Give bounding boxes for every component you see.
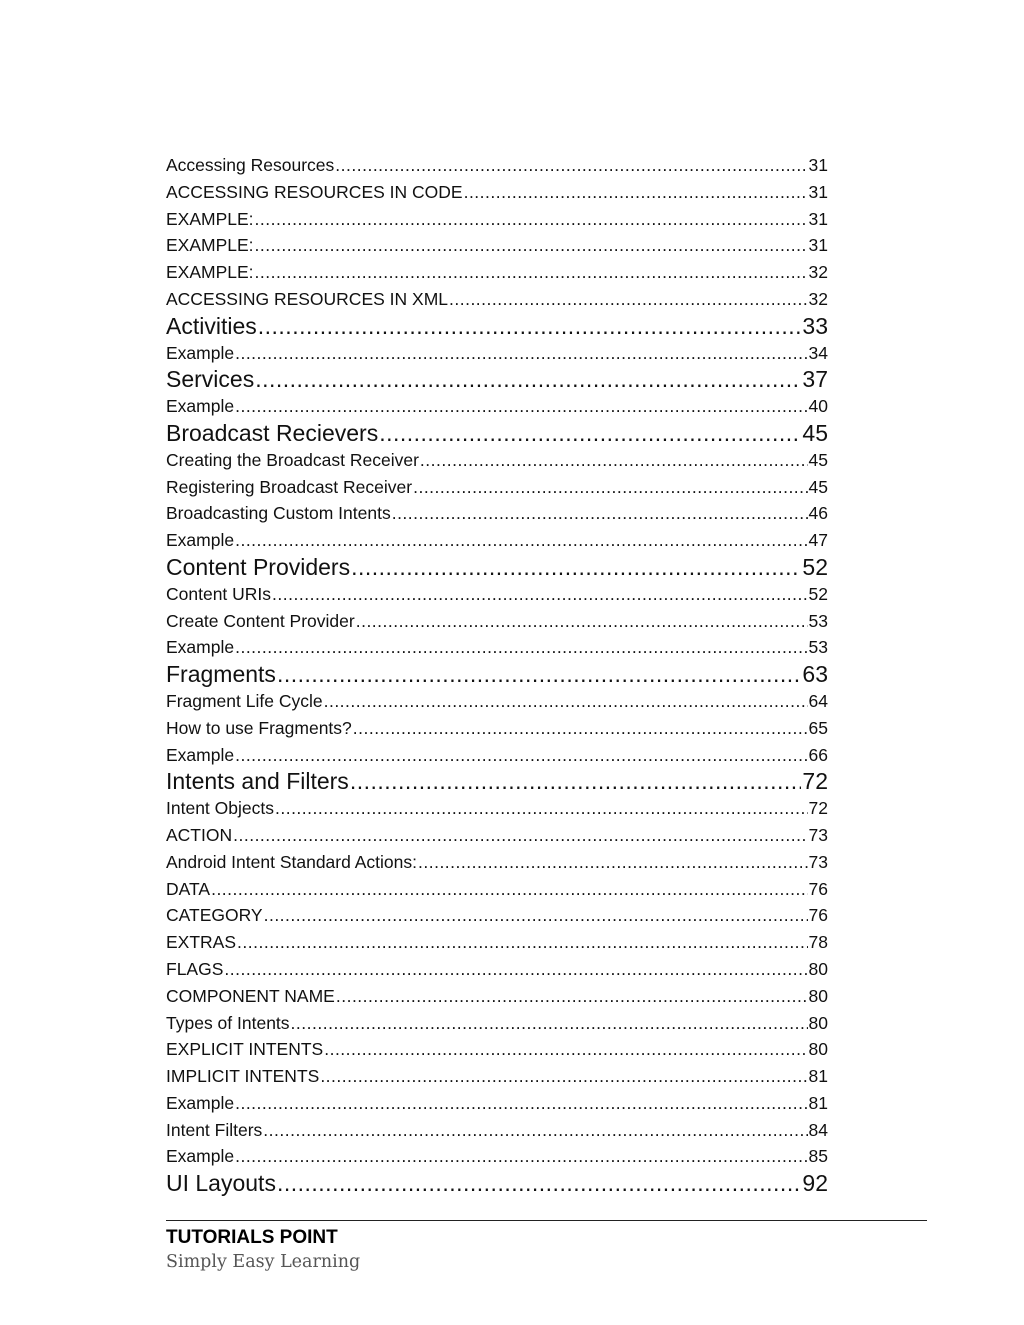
toc-entry[interactable] xyxy=(166,286,828,313)
toc-entry-page-number: 63 xyxy=(802,661,828,688)
dot-leader xyxy=(277,661,801,688)
toc-entry-page-number: 80 xyxy=(808,958,828,979)
toc-entry[interactable] xyxy=(166,1036,828,1063)
toc-entry[interactable] xyxy=(166,500,828,527)
toc-entry-label: ACCESSING RESOURCES IN CODE xyxy=(166,181,463,202)
dot-leader xyxy=(379,420,801,447)
toc-entry-label: UI Layouts xyxy=(166,1170,276,1197)
toc-entry[interactable] xyxy=(166,822,828,849)
dot-leader xyxy=(258,313,802,340)
toc-entry-label: Creating the Broadcast Receiver xyxy=(166,449,419,470)
toc-entry[interactable] xyxy=(166,795,828,822)
toc-entry-label: Android Intent Standard Actions: xyxy=(166,851,417,872)
dot-leader xyxy=(350,768,802,795)
toc-entry-label: Intents and Filters xyxy=(166,768,349,795)
toc-entry-page-number: 52 xyxy=(808,583,828,604)
toc-entry-page-number: 76 xyxy=(808,878,828,899)
toc-entry-label: Example xyxy=(166,744,235,765)
toc-entry[interactable] xyxy=(166,715,828,742)
toc-entry-page-number: 72 xyxy=(802,768,828,795)
toc-entry-page-number: 64 xyxy=(808,690,828,711)
toc-entry-label: DATA xyxy=(166,878,211,899)
toc-entry-page-number: 40 xyxy=(808,396,828,417)
toc-entry[interactable] xyxy=(166,474,828,501)
dot-leader xyxy=(224,956,807,983)
toc-entry-label: Example xyxy=(166,342,235,363)
dot-leader xyxy=(353,715,808,742)
toc-entry[interactable] xyxy=(166,1143,828,1170)
toc-entry[interactable] xyxy=(166,876,828,903)
toc-entry-label: FLAGS xyxy=(166,958,224,979)
toc-entry-label: Broadcast Recievers xyxy=(166,419,379,446)
toc-entry-label: Fragments xyxy=(166,661,276,688)
toc-entry-label: Registering Broadcast Receiver xyxy=(166,476,413,497)
dot-leader xyxy=(413,474,807,501)
dot-leader xyxy=(235,1143,807,1170)
dot-leader xyxy=(449,286,808,313)
toc-entry-page-number: 72 xyxy=(808,798,828,819)
toc-entry-page-number: 33 xyxy=(802,312,828,339)
dot-leader xyxy=(324,688,808,715)
dot-leader xyxy=(211,876,807,903)
toc-entry-label: EXPLICIT INTENTS xyxy=(166,1039,324,1060)
toc-entry-label: Example xyxy=(166,637,235,658)
toc-entry-label: Example xyxy=(166,1146,235,1167)
dot-leader xyxy=(291,1010,808,1037)
toc-entry-label: ACTION xyxy=(166,824,233,845)
toc-entry-page-number: 78 xyxy=(808,932,828,953)
toc-entry-label: EXAMPLE: xyxy=(166,262,254,283)
dot-leader xyxy=(335,152,807,179)
footer-divider xyxy=(166,1220,927,1221)
toc-entry-label: Example xyxy=(166,396,235,417)
toc-entry[interactable] xyxy=(166,1010,828,1037)
toc-entry[interactable] xyxy=(166,608,828,635)
toc-entry-page-number: 32 xyxy=(808,262,828,283)
toc-entry-label: Accessing Resources xyxy=(166,155,335,175)
toc-entry-page-number: 31 xyxy=(808,208,828,229)
toc-entry-label: Example xyxy=(166,530,235,551)
dot-leader xyxy=(356,608,808,635)
toc-entry[interactable] xyxy=(166,768,828,795)
toc-entry-page-number: 47 xyxy=(808,530,828,551)
toc-entry-page-number: 66 xyxy=(808,744,828,765)
toc-entry[interactable] xyxy=(166,259,828,286)
dot-leader xyxy=(235,1090,807,1117)
toc-entry-page-number: 31 xyxy=(808,181,828,202)
toc-entry-page-number: 52 xyxy=(802,553,828,580)
toc-entry-label: ACCESSING RESOURCES IN XML xyxy=(166,288,448,309)
dot-leader xyxy=(320,1063,807,1090)
toc-entry[interactable] xyxy=(166,232,828,259)
toc-entry-label: Content Providers xyxy=(166,553,351,580)
toc-entry[interactable] xyxy=(166,527,828,554)
toc-entry-label: IMPLICIT INTENTS xyxy=(166,1066,320,1087)
dot-leader xyxy=(264,902,808,929)
dot-leader xyxy=(277,1170,801,1197)
toc-entry-label: CATEGORY xyxy=(166,905,263,926)
table-of-contents xyxy=(166,152,828,1197)
toc-entry-page-number: 80 xyxy=(808,1039,828,1060)
toc-entry[interactable] xyxy=(166,661,828,688)
toc-entry-page-number: 53 xyxy=(808,610,828,631)
toc-entry-page-number: 73 xyxy=(808,824,828,845)
dot-leader xyxy=(324,1036,807,1063)
toc-entry-label: Services xyxy=(166,366,255,393)
toc-entry-label: Intent Objects xyxy=(166,798,274,819)
toc-entry-page-number: 46 xyxy=(808,503,828,524)
dot-leader xyxy=(351,554,801,581)
toc-entry-page-number: 45 xyxy=(808,476,828,497)
dot-leader xyxy=(235,393,807,420)
dot-leader xyxy=(336,983,808,1010)
dot-leader xyxy=(235,742,807,769)
toc-entry[interactable] xyxy=(166,1090,828,1117)
toc-entry-label: Example xyxy=(166,1092,235,1113)
dot-leader xyxy=(237,929,808,956)
toc-entry-page-number: 81 xyxy=(808,1066,828,1087)
toc-entry[interactable] xyxy=(166,956,828,983)
toc-entry-label: Content URIs xyxy=(166,583,272,604)
toc-entry-page-number: 80 xyxy=(808,985,828,1006)
toc-entry[interactable] xyxy=(166,983,828,1010)
toc-entry[interactable] xyxy=(166,554,828,581)
dot-leader xyxy=(235,527,807,554)
toc-entry[interactable] xyxy=(166,393,828,420)
toc-entry[interactable] xyxy=(166,742,828,769)
toc-entry-page-number: 65 xyxy=(808,717,828,738)
toc-entry[interactable] xyxy=(166,366,828,393)
toc-entry-page-number: 31 xyxy=(808,235,828,256)
toc-entry-label: COMPONENT NAME xyxy=(166,985,335,1006)
toc-entry-label: Types of Intents xyxy=(166,1012,290,1033)
dot-leader xyxy=(255,206,808,233)
toc-entry-page-number: 31 xyxy=(808,155,828,175)
dot-leader xyxy=(272,581,807,608)
toc-entry[interactable] xyxy=(166,634,828,661)
toc-entry[interactable] xyxy=(166,688,828,715)
toc-entry-page-number: 80 xyxy=(808,1012,828,1033)
toc-entry-page-number: 45 xyxy=(802,419,828,446)
toc-entry-label: Create Content Provider xyxy=(166,610,355,631)
dot-leader xyxy=(418,849,808,876)
dot-leader xyxy=(233,822,807,849)
toc-entry-label: Broadcasting Custom Intents xyxy=(166,503,391,524)
footer-title: TUTORIALS POINT xyxy=(166,1227,338,1248)
dot-leader xyxy=(392,500,808,527)
toc-entry[interactable] xyxy=(166,340,828,367)
toc-entry[interactable] xyxy=(166,902,828,929)
dot-leader xyxy=(464,179,808,206)
toc-entry-page-number: 81 xyxy=(808,1092,828,1113)
dot-leader xyxy=(255,366,801,393)
toc-entry-page-number: 84 xyxy=(808,1119,828,1140)
dot-leader xyxy=(235,634,807,661)
toc-entry-page-number: 45 xyxy=(808,449,828,470)
toc-entry-label: EXAMPLE: xyxy=(166,235,254,256)
toc-entry-label: Activities xyxy=(166,312,257,339)
dot-leader xyxy=(275,795,808,822)
toc-entry-label: EXAMPLE: xyxy=(166,208,254,229)
toc-entry[interactable] xyxy=(166,420,828,447)
toc-entry-page-number: 32 xyxy=(808,288,828,309)
toc-entry[interactable] xyxy=(166,929,828,956)
toc-entry-page-number: 37 xyxy=(802,366,828,393)
toc-entry[interactable] xyxy=(166,1117,828,1144)
toc-entry-label: How to use Fragments? xyxy=(166,717,352,738)
toc-entry[interactable] xyxy=(166,849,828,876)
toc-entry[interactable] xyxy=(166,581,828,608)
toc-entry[interactable] xyxy=(166,447,828,474)
toc-entry-page-number: 76 xyxy=(808,905,828,926)
toc-entry-label: EXTRAS xyxy=(166,932,237,953)
toc-entry[interactable] xyxy=(166,1170,828,1197)
toc-entry-page-number: 92 xyxy=(802,1170,828,1197)
toc-entry-page-number: 73 xyxy=(808,851,828,872)
toc-entry-page-number: 34 xyxy=(808,342,828,363)
toc-entry[interactable] xyxy=(166,206,828,233)
toc-entry-page-number: 53 xyxy=(808,637,828,658)
toc-entry[interactable] xyxy=(166,152,828,179)
dot-leader xyxy=(263,1117,807,1144)
dot-leader xyxy=(235,340,807,367)
footer-subtitle: Simply Easy Learning xyxy=(166,1252,361,1272)
toc-entry-page-number: 85 xyxy=(808,1146,828,1167)
dot-leader xyxy=(420,447,808,474)
dot-leader xyxy=(255,232,808,259)
toc-entry[interactable] xyxy=(166,179,828,206)
dot-leader xyxy=(255,259,808,286)
toc-entry[interactable] xyxy=(166,1063,828,1090)
toc-entry-label: Fragment Life Cycle xyxy=(166,690,323,711)
toc-entry[interactable] xyxy=(166,313,828,340)
toc-entry-label: Intent Filters xyxy=(166,1119,263,1140)
